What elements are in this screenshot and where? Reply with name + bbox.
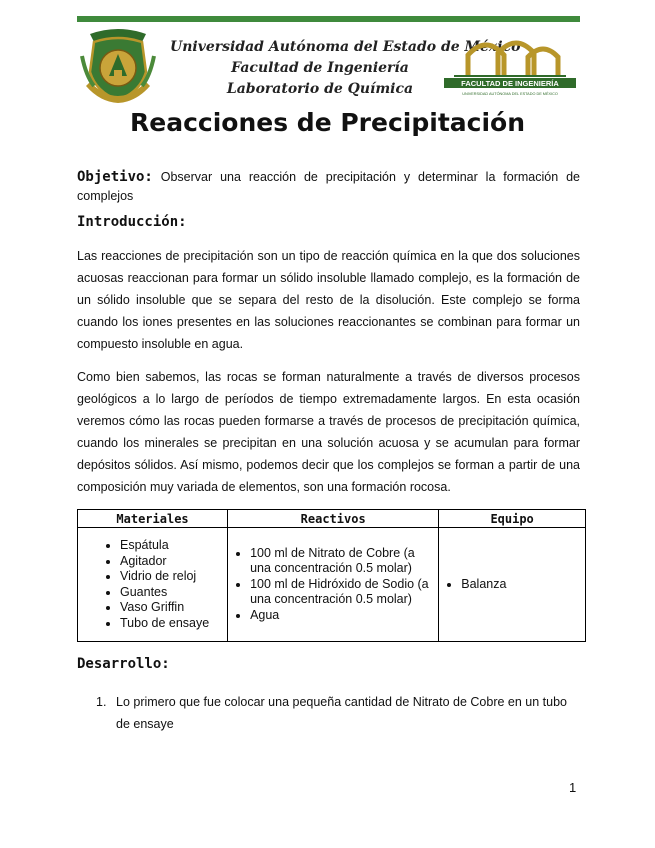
development-heading: Desarrollo: xyxy=(77,656,170,672)
university-seal-logo xyxy=(80,26,156,104)
introduction-paragraph-2: Como bien sabemos, las rocas se forman naturalmente a través de diversos procesos geológicos a lo largo de períodos de tiempo extremadamente largos. En esta ocasión veremos cómo las rocas pueden formarse a través de procesos de precipitación química, cuando los minerales se precipitan en una solución acuosa y se acumulan para formar depósitos sólidos. Así mismo, podemos decir que los complejos se forman a partir de una composición muy variada de elementos, son una formación rocosa. xyxy=(77,370,580,494)
institution-header xyxy=(170,37,521,100)
materials-table xyxy=(77,509,586,642)
step-text: Lo primero que fue colocar una pequeña cantidad de Nitrato de Cobre en un tubo de ensaye xyxy=(116,695,568,731)
list-item: • Vidrio de reloj xyxy=(120,569,223,585)
list-item xyxy=(96,691,580,735)
objective-label: Objetivo: xyxy=(77,169,153,185)
header-materiales: Materiales xyxy=(78,510,228,528)
header-accent-bar xyxy=(77,16,580,22)
objective-text: Observar una reacción de precipitación y determinar la formación de complejos xyxy=(77,170,580,203)
objective-section xyxy=(77,168,580,206)
step-number: 1. xyxy=(96,695,107,709)
reagents-cell xyxy=(228,528,439,642)
list-item: • Guantes xyxy=(120,585,223,601)
faculty-logo-text: FACULTAD DE INGENIERÍA xyxy=(461,79,559,88)
list-item: • Agitador xyxy=(120,554,223,570)
list-item: • Espátula xyxy=(120,538,223,554)
materials-cell xyxy=(78,528,228,642)
list-item: • Tubo de ensaye xyxy=(120,616,223,632)
faculty-logo xyxy=(440,33,580,98)
header-reactivos: Reactivos xyxy=(228,510,439,528)
equipment-cell xyxy=(439,528,586,642)
faculty-logo-subtext: UNIVERSIDAD AUTÓNOMA DEL ESTADO DE MÉXICO xyxy=(462,92,558,96)
development-steps xyxy=(96,691,580,735)
list-item: • Vaso Griffin xyxy=(120,600,223,616)
list-item: • Balanza xyxy=(461,577,581,593)
list-item: • 100 ml de Nitrato de Cobre (a una concentración 0.5 molar) xyxy=(250,546,434,577)
page-number: 1 xyxy=(569,780,577,795)
page-title: Reacciones de Precipitación xyxy=(130,108,525,137)
introduction-paragraph-1: Las reacciones de precipitación son un tipo de reacción química en la que dos soluciones acuosas reaccionan para formar un sólido insoluble llamado complejo, es la formación de un sólido insoluble que se separa del resto de la disolución. Este complejo se forma cuando los iones presentes en las soluciones reaccionantes se combinan para formar un compuesto insoluble en agua. xyxy=(77,249,580,351)
lab-name: Laboratorio de Química xyxy=(226,81,414,97)
faculty-name: Facultad de Ingeniería xyxy=(231,60,409,76)
list-item: • 100 ml de Hidróxido de Sodio (a una concentración 0.5 molar) xyxy=(250,577,434,608)
university-name: Universidad Autónoma del Estado de México xyxy=(170,39,521,55)
header-equipo: Equipo xyxy=(439,510,586,528)
list-item: • Agua xyxy=(250,608,434,624)
introduction-heading: Introducción: xyxy=(77,214,187,230)
